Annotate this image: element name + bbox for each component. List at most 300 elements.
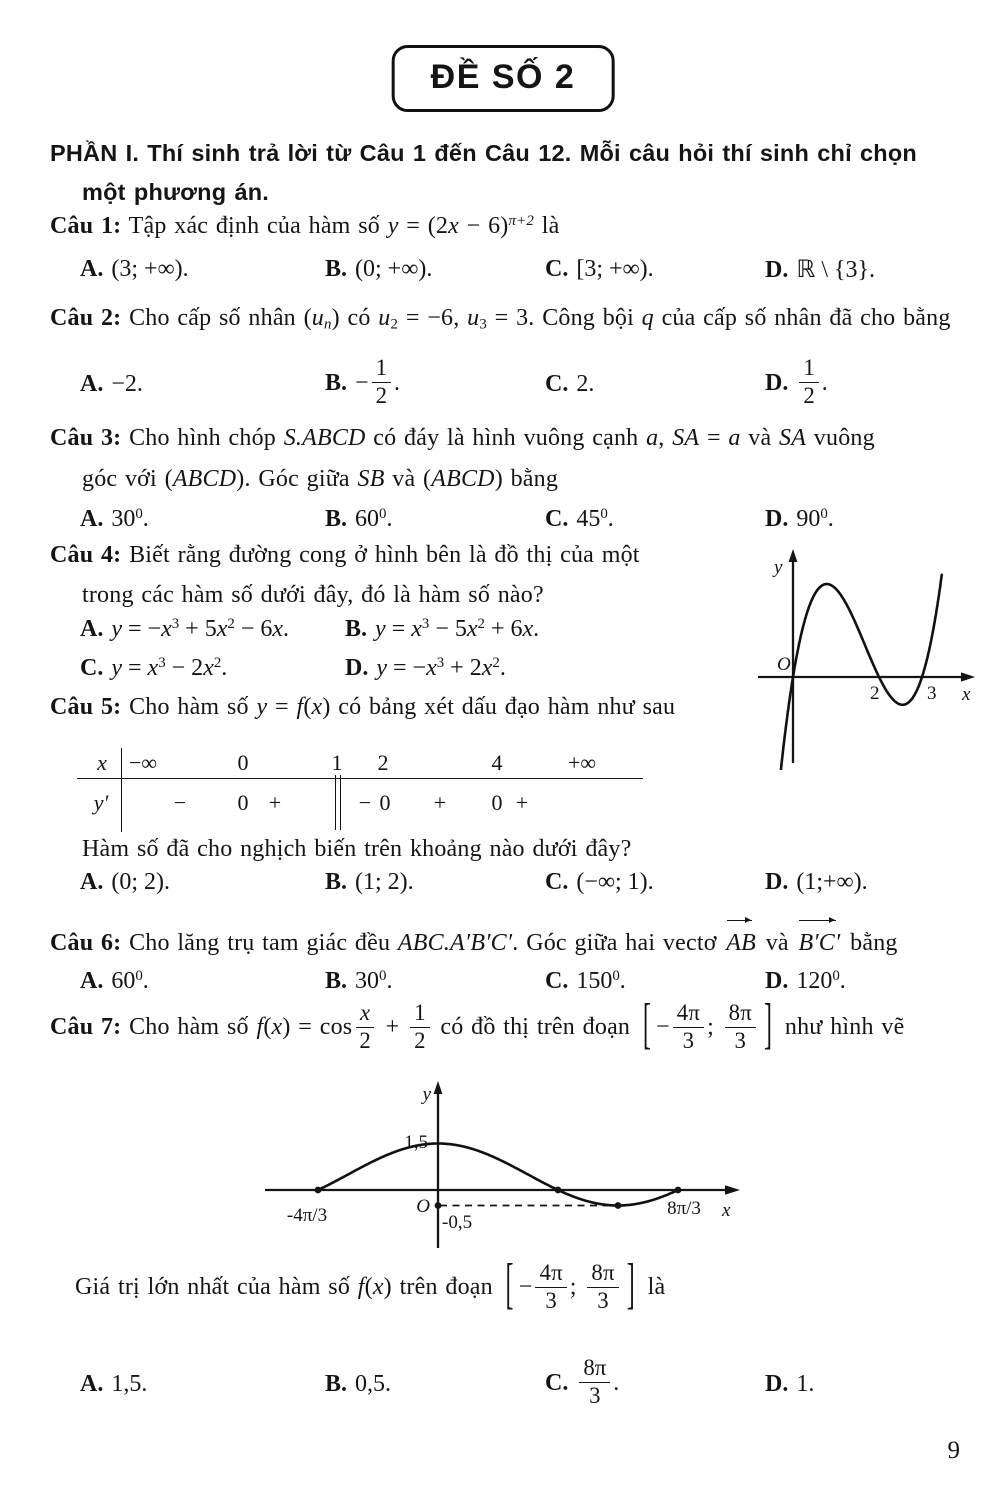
question-4-option-a — [80, 616, 345, 643]
text-segment: Cho hình chóp — [121, 425, 284, 451]
question-2-option-d — [765, 357, 828, 410]
option-label: C. — [545, 256, 569, 282]
table-y-label: y′ — [93, 790, 109, 815]
q4-cubic-graph — [750, 545, 990, 770]
option-label: D. — [765, 1370, 789, 1397]
fraction-part: 8π — [725, 1000, 756, 1028]
text-segment: x — [481, 655, 493, 681]
fraction — [372, 355, 391, 408]
sub-segment: n — [323, 316, 332, 333]
fraction-part: 1 — [372, 355, 391, 383]
option-text — [111, 655, 227, 681]
table-sign: + — [268, 790, 282, 815]
sup-segment: 3 — [421, 615, 430, 632]
option-label: C. — [545, 1369, 569, 1396]
question-7-option-d — [765, 1371, 814, 1398]
text-segment: y — [111, 616, 122, 642]
fraction-part: 2 — [375, 383, 387, 408]
text-segment: (−∞; 1). — [576, 869, 654, 895]
sup-segment: 0 — [820, 505, 828, 522]
question-4-stem-line1 — [50, 542, 640, 569]
option-text — [355, 869, 414, 895]
question-1-option-d — [765, 255, 875, 284]
big-segment: [ — [642, 994, 652, 1056]
table-sign: 0 — [491, 790, 503, 815]
q7-cosine-graph — [243, 1078, 763, 1253]
text-segment: ; — [569, 1274, 585, 1301]
text-segment: có đồ thị trên đoạn — [432, 1014, 638, 1041]
text-segment: ) trên đoạn — [383, 1274, 501, 1301]
table-sign: − — [358, 790, 372, 815]
text-segment: x — [426, 655, 437, 681]
option-label: A. — [80, 256, 104, 282]
text-segment: − 2 — [165, 655, 204, 681]
graph-point — [615, 1202, 622, 1209]
question-7-question — [75, 1254, 666, 1316]
option-text — [111, 616, 289, 642]
text-segment: 45 — [576, 506, 601, 532]
text-segment: ) = cos — [282, 1014, 353, 1041]
option-label: C. — [545, 869, 569, 895]
text-segment: (1; 2). — [355, 869, 414, 895]
table-x-value: 4 — [491, 750, 503, 775]
text-segment: trong các hàm số dưới đây, đó là hàm số nào? — [82, 582, 544, 608]
text-segment: , — [658, 425, 673, 451]
text-segment: 0,5. — [355, 1370, 392, 1397]
text-segment: (0; 2). — [111, 869, 170, 895]
option-text — [576, 869, 653, 895]
text-segment: có đáy là hình vuông cạnh — [365, 425, 647, 451]
question-2-stem — [50, 305, 951, 332]
text-segment: . — [393, 369, 400, 396]
question-7-option-a — [80, 1371, 325, 1398]
table-x-label: x — [97, 750, 107, 775]
question-3-option-d — [765, 506, 834, 533]
text-segment: ( — [263, 1014, 272, 1041]
vector-name: AB — [726, 930, 757, 956]
table-sign: − — [173, 790, 187, 815]
table-x-value: 1 — [331, 750, 343, 775]
option-label: A. — [80, 506, 104, 532]
text-segment: SA — [672, 425, 700, 451]
question-4-stem-line2 — [82, 582, 544, 609]
option-label: B. — [325, 369, 348, 396]
text-segment: −2. — [111, 370, 143, 397]
vector-arrow-icon — [799, 920, 836, 921]
fraction-part: 3 — [597, 1287, 609, 1313]
text-segment: x — [448, 213, 459, 239]
option-text — [796, 968, 845, 994]
question-5-option-d — [765, 869, 868, 896]
sup-segment: 0 — [135, 505, 143, 522]
text-segment: = 3. Công bội — [486, 305, 642, 331]
text-segment: 90 — [796, 506, 821, 532]
text-segment: = (2 — [398, 213, 449, 239]
text-segment: (0; +∞). — [355, 256, 433, 282]
fraction-part: 1 — [799, 355, 818, 383]
text-segment: u — [467, 305, 480, 331]
text-segment: . — [221, 655, 228, 681]
question-5-options — [50, 869, 868, 896]
question-3-option-b — [325, 506, 545, 533]
text-segment: Tập xác định của hàm số — [121, 213, 388, 239]
question-1-stem — [50, 213, 559, 240]
question-6-option-c — [545, 968, 765, 995]
question-5-option-b — [325, 869, 545, 896]
question-6-options — [50, 968, 846, 995]
text-segment: 1. — [796, 1370, 815, 1397]
option-label: B. — [325, 869, 348, 895]
option-label: C. — [545, 370, 569, 397]
text-segment: = — [385, 616, 412, 642]
text-segment: 60 — [355, 506, 380, 532]
text-segment: x — [522, 616, 534, 642]
question-4-option-c — [80, 655, 345, 682]
option-label: D. — [765, 869, 789, 895]
text-segment: = — [267, 694, 297, 720]
y-axis-arrow-icon — [789, 549, 798, 562]
question-1-option-c — [545, 256, 765, 283]
question-2-option-c — [545, 371, 765, 398]
cubic-curve — [779, 575, 942, 770]
x-axis-arrow-icon — [725, 1185, 740, 1194]
text-segment: y — [256, 694, 268, 720]
fraction — [535, 1260, 566, 1313]
sup-segment: 3 — [158, 654, 166, 671]
part-header-line1: PHẦN I. Thí sinh trả lời từ Câu 1 đến Câu 12. Mỗi câu hỏi thí sinh chỉ chọn — [50, 140, 917, 166]
text-segment: a — [728, 425, 741, 451]
option-text — [376, 655, 505, 681]
option-label: B. — [325, 968, 348, 994]
question-6-option-a — [80, 968, 325, 995]
option-text — [111, 256, 188, 282]
sup-segment: 2 — [213, 654, 222, 671]
fraction-part: 8π — [579, 1355, 610, 1383]
question-4-options — [50, 616, 539, 682]
fraction-part: 3 — [545, 1287, 557, 1313]
text-segment: ( — [303, 694, 312, 720]
graph-point — [435, 1202, 442, 1209]
big-segment: ] — [626, 1254, 635, 1316]
y-axis-label: y — [422, 1084, 431, 1105]
text-segment: . — [619, 968, 626, 994]
fraction — [410, 1000, 430, 1053]
fraction-part: 2 — [803, 383, 815, 408]
sub-segment: 3 — [479, 316, 487, 333]
fraction-part: 2 — [359, 1027, 371, 1053]
question-6-option-d — [765, 968, 846, 995]
fraction — [799, 355, 818, 408]
fraction-part: 8π — [587, 1260, 618, 1288]
text-segment: ) có bảng xét dấu đạo hàm như sau — [322, 694, 676, 720]
sup-segment: 0 — [832, 967, 840, 984]
sup-segment: 0 — [135, 967, 143, 984]
text-segment: Câu 7: — [50, 1014, 122, 1041]
option-text — [111, 506, 148, 532]
big-segment: ] — [763, 994, 773, 1056]
text-segment: a — [646, 425, 659, 451]
text-segment: như hình vẽ — [777, 1014, 905, 1041]
option-label: C. — [545, 968, 569, 994]
text-segment: ) bằng — [494, 466, 559, 492]
sup-segment: 2 — [227, 615, 235, 632]
table-sign: 0 — [237, 790, 249, 815]
text-segment: ABC.A′B′C′ — [397, 930, 513, 956]
sup-segment: 0 — [379, 967, 387, 984]
text-segment: và — [758, 930, 797, 956]
sup-segment: 0 — [379, 505, 387, 522]
fraction-part: 1 — [410, 1000, 430, 1028]
text-segment: 1,5. — [111, 1370, 148, 1397]
text-segment: S.ABCD — [283, 425, 366, 451]
text-segment: [3; +∞). — [576, 256, 654, 282]
text-segment: của cấp số nhân đã cho bằng — [653, 305, 951, 331]
text-segment: u — [311, 305, 324, 331]
text-segment: là — [534, 213, 560, 239]
text-segment: − — [518, 1274, 533, 1301]
text-segment: (1;+∞). — [796, 869, 868, 895]
text-segment: . — [613, 1369, 620, 1396]
option-label: D. — [345, 655, 369, 681]
question-7-stem — [50, 994, 905, 1056]
y-min-label: -0,5 — [442, 1212, 473, 1233]
option-text — [375, 616, 539, 642]
question-3-options — [50, 506, 834, 533]
question-7-option-b — [325, 1371, 545, 1398]
option-text — [576, 506, 613, 532]
fraction — [587, 1260, 618, 1313]
option-label: D. — [765, 506, 789, 532]
x-axis-label: x — [962, 684, 971, 705]
text-segment: x — [161, 616, 172, 642]
vector — [798, 930, 840, 957]
vector-name: B′C′ — [798, 930, 841, 956]
text-segment: . — [839, 968, 846, 994]
x-axis-label: x — [722, 1200, 731, 1221]
option-text — [796, 257, 875, 283]
text-segment: . — [142, 506, 149, 532]
text-segment: Cho hàm số — [121, 1014, 257, 1041]
option-text — [111, 1371, 147, 1397]
text-segment: góc với ( — [82, 466, 173, 492]
option-text — [111, 371, 143, 397]
text-segment: ABCD — [172, 466, 237, 492]
text-segment: Cho hàm số — [121, 694, 257, 720]
text-segment: = — [699, 425, 729, 451]
sub-segment: 2 — [390, 316, 399, 333]
option-text — [355, 1371, 391, 1397]
text-segment: y — [387, 213, 399, 239]
option-label: D. — [765, 369, 789, 396]
y-max-label: 1,5 — [404, 1132, 428, 1153]
question-7-options — [50, 1352, 814, 1416]
text-segment: và — [740, 425, 780, 451]
fraction — [355, 1000, 375, 1053]
sign-table — [85, 748, 643, 832]
table-x-value: 2 — [377, 750, 389, 775]
text-segment: = — [122, 655, 148, 681]
text-segment: Giá trị lớn nhất của hàm số — [75, 1274, 358, 1301]
big-segment: [ — [505, 1254, 514, 1316]
origin-label: O — [777, 654, 791, 675]
question-6-stem — [50, 930, 898, 957]
option-text — [111, 869, 170, 895]
option-label: B. — [325, 256, 348, 282]
text-segment: 2. — [576, 370, 595, 397]
question-1-options — [50, 255, 875, 284]
option-label: C. — [80, 655, 104, 681]
text-segment: x — [216, 616, 228, 642]
sup-segment: 3 — [171, 615, 180, 632]
text-segment: = − — [387, 655, 427, 681]
x-right-endpoint-label: 8π/3 — [667, 1198, 701, 1219]
option-text — [355, 506, 392, 532]
sup-segment: 2 — [492, 654, 500, 671]
text-segment: . — [386, 968, 393, 994]
text-segment: Biết rằng đường cong ở hình bên là đồ thị của một — [121, 542, 640, 568]
graph-point — [555, 1187, 562, 1194]
text-segment: . — [533, 616, 540, 642]
option-text — [576, 371, 594, 397]
text-segment: 150 — [576, 968, 613, 994]
table-x-value: 0 — [237, 750, 249, 775]
text-segment: x — [147, 655, 159, 681]
text-segment: − 6 — [234, 616, 273, 642]
text-segment: 30 — [111, 506, 136, 532]
question-3-option-a — [80, 506, 325, 533]
question-5-option-a — [80, 869, 325, 896]
option-text — [576, 968, 625, 994]
question-2-option-b — [325, 357, 545, 410]
text-segment: = −6, — [398, 305, 468, 331]
x-left-endpoint-label: -4π/3 — [286, 1205, 328, 1226]
text-segment: SA — [779, 425, 807, 451]
text-segment: Cho cấp số nhân ( — [121, 305, 312, 331]
question-5-stem — [50, 694, 675, 721]
text-segment: (3; +∞). — [111, 256, 189, 282]
text-segment: + 6 — [484, 616, 523, 642]
sup-segment: 0 — [600, 505, 608, 522]
origin-label: O — [416, 1196, 430, 1217]
text-segment: f — [357, 1274, 365, 1301]
option-text — [576, 256, 653, 282]
x-tick-label-2: 2 — [870, 683, 880, 704]
text-segment: 120 — [796, 968, 833, 994]
table-horizontal-rule — [77, 778, 643, 779]
text-segment: ℝ \ {3}. — [796, 257, 876, 283]
option-text — [111, 968, 148, 994]
text-segment: y — [111, 655, 122, 681]
text-segment: ( — [364, 1274, 373, 1301]
question-2-option-a — [80, 371, 325, 398]
text-segment: Câu 1: — [50, 213, 122, 239]
fraction-part: 4π — [673, 1000, 704, 1028]
table-vertical-rule — [121, 748, 122, 832]
text-segment: Câu 5: — [50, 694, 122, 720]
text-segment: q — [641, 305, 654, 331]
option-text — [355, 355, 400, 408]
text-segment: x — [271, 1014, 283, 1041]
text-segment: . — [142, 968, 149, 994]
option-label: B. — [325, 506, 348, 532]
text-segment: u — [378, 305, 391, 331]
text-segment: x — [411, 616, 422, 642]
option-label: A. — [80, 869, 104, 895]
option-label: A. — [80, 370, 104, 397]
text-segment: và ( — [384, 466, 432, 492]
text-segment: + — [377, 1014, 408, 1041]
text-segment: Câu 3: — [50, 425, 122, 451]
graph-point — [675, 1187, 682, 1194]
question-6-option-b — [325, 968, 545, 995]
text-segment: 60 — [111, 968, 136, 994]
text-segment: . — [499, 655, 506, 681]
fraction-part: 3 — [734, 1027, 747, 1053]
text-segment: Câu 4: — [50, 542, 122, 568]
question-7-option-c — [545, 1357, 765, 1410]
text-segment: . — [827, 506, 834, 532]
text-segment: . — [283, 616, 290, 642]
text-segment: x — [466, 616, 478, 642]
text-segment: x — [272, 616, 284, 642]
fraction — [673, 1000, 704, 1053]
question-4-option-b — [345, 616, 539, 643]
text-segment: bằng — [842, 930, 898, 956]
y-axis-label: y — [774, 557, 783, 578]
text-segment: . — [386, 506, 393, 532]
exam-title: ĐỀ SỐ 2 — [430, 58, 576, 96]
fraction — [579, 1355, 610, 1408]
text-segment: f — [256, 1014, 264, 1041]
option-text — [355, 968, 392, 994]
text-segment: x — [311, 694, 323, 720]
text-segment: + 2 — [444, 655, 482, 681]
text-segment: Câu 2: — [50, 305, 122, 331]
question-3-option-c — [545, 506, 765, 533]
option-label: A. — [80, 968, 104, 994]
table-sign: 0 — [379, 790, 391, 815]
fraction-part: x — [356, 1000, 374, 1028]
option-text — [796, 506, 833, 532]
question-1-option-b — [325, 256, 545, 283]
text-segment: = − — [122, 616, 162, 642]
text-segment: y — [376, 655, 387, 681]
fraction-part: 4π — [535, 1260, 566, 1288]
vector — [726, 930, 756, 957]
table-x-value: +∞ — [567, 750, 597, 775]
table-sign: + — [433, 790, 447, 815]
vector-arrow-icon — [727, 920, 752, 921]
text-segment: f — [296, 694, 304, 720]
text-segment: 30 — [355, 968, 380, 994]
table-x-value: −∞ — [128, 750, 158, 775]
text-segment: . — [821, 369, 828, 396]
option-label: B. — [345, 616, 368, 642]
fraction-part: 3 — [589, 1383, 601, 1408]
option-label: D. — [765, 257, 789, 283]
option-text — [355, 256, 432, 282]
text-segment: x — [372, 1274, 384, 1301]
text-segment: . Góc giữa hai vectơ — [512, 930, 725, 956]
double-bar — [335, 775, 341, 830]
sup-segment: 2 — [477, 615, 485, 632]
option-label: A. — [80, 616, 104, 642]
graph-point — [315, 1187, 322, 1194]
part-header-line2: một phương án. — [82, 179, 270, 205]
question-2-options — [50, 352, 828, 416]
x-tick-label-3: 3 — [927, 683, 937, 704]
text-segment: y — [375, 616, 386, 642]
